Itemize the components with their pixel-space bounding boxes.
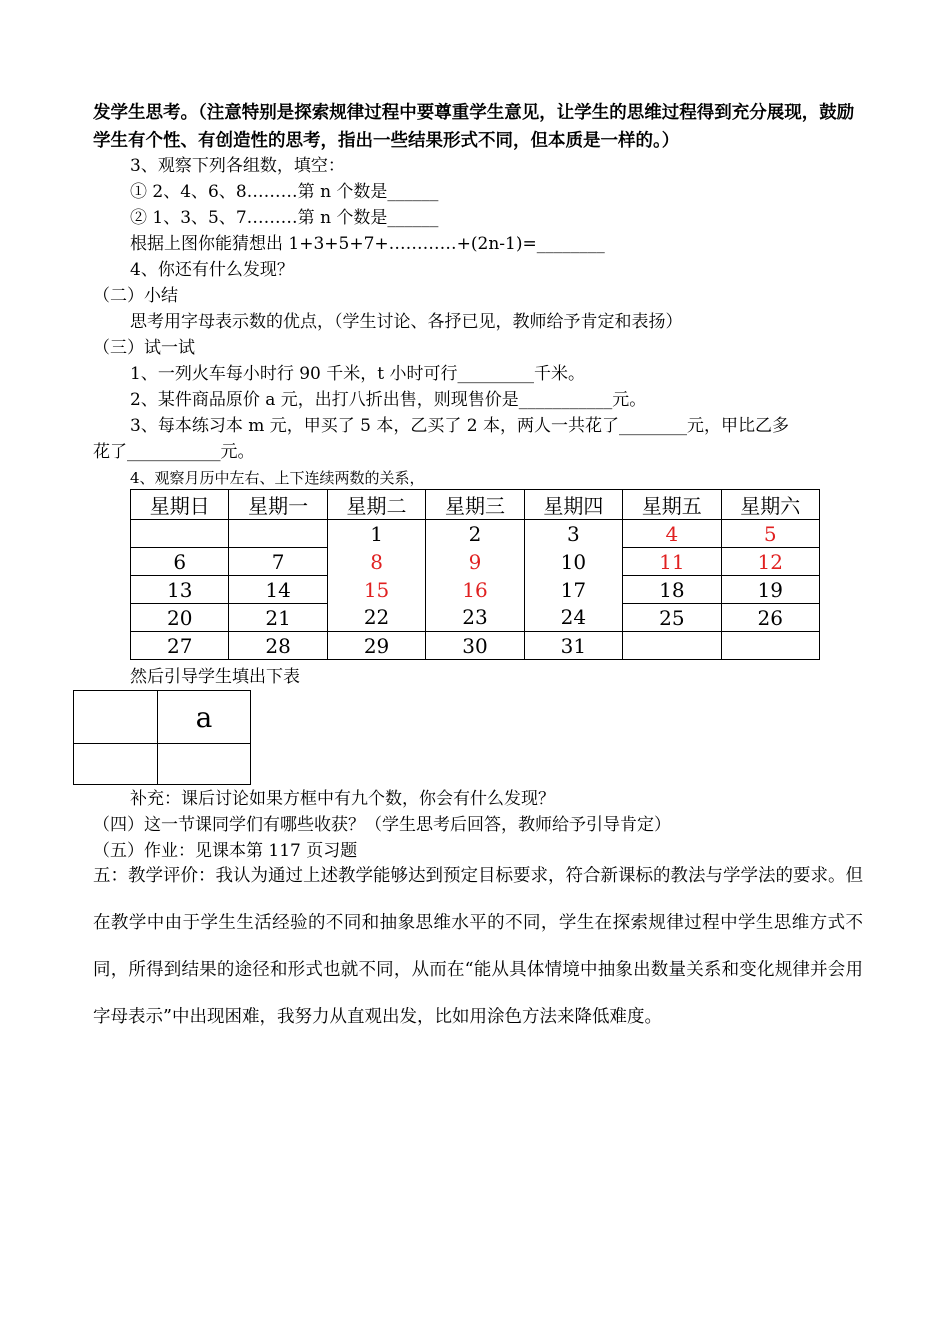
- sequence-even-line: ① 2、4、6、8………第 n 个数是______: [130, 182, 439, 202]
- calendar-table: [130, 489, 820, 660]
- fill-in-row: [74, 744, 251, 785]
- calendar-cell: 22: [327, 604, 425, 632]
- evaluation-paragraph: 五：教学评价：我认为通过上述教学能够达到预定目标要求，符合新课标的教法与学学法的要求。但在教学中由于学生生活经验的不同和抽象思维水平的不同，学生在探索规律过程中学生思维方式不同，所得到结果的途径和形式也就不同，从而在“能从具体情境中抽象出数量关系和变化规律并会用字母表示”中出现困难，我努力从直观出发，比如用涂色方法来降低难度。: [93, 866, 863, 1027]
- try-heading: （三）试一试: [93, 338, 195, 358]
- calendar-cell: [229, 520, 327, 548]
- weekday-header: 星期二: [327, 490, 425, 520]
- supplement-line: 补充：课后讨论如果方框中有九个数，你会有什么发现？: [130, 789, 555, 809]
- fill-in-row: [74, 691, 251, 744]
- calendar-cell: 14: [229, 576, 327, 604]
- calendar-cell: 26: [721, 604, 819, 632]
- exercise-4: 4、观察月历中左右、上下连续两数的关系，: [130, 469, 425, 487]
- calendar-cell: 2: [468, 521, 482, 546]
- calendar-cell: 23: [426, 604, 524, 632]
- calendar-cell: 10: [524, 548, 622, 576]
- fill-in-table: [73, 690, 251, 785]
- calendar-cell: 28: [229, 632, 327, 660]
- calendar-row: [131, 548, 820, 576]
- summary-text: 思考用字母表示数的优点，（学生讨论、各抒已见，教师给予肯定和表扬）: [130, 312, 683, 332]
- guess-sum-line: 根据上图你能猜想出 1+3+5+7+…………+(2n-1)=________: [130, 234, 605, 254]
- exercise-2: 2、某件商品原价 a 元，出打八折出售，则现售价是___________元。: [130, 390, 647, 410]
- summary-heading: （二）小结: [93, 286, 178, 306]
- observe-numbers-line: 3、观察下列各组数，填空：: [130, 156, 345, 176]
- fill-in-cell: [74, 691, 158, 744]
- harvest-line: （四）这一节课同学们有哪些收获？（学生思考后回答，教师给予引导肯定）: [93, 815, 671, 835]
- exercise-3-continued: 花了___________元。: [93, 442, 255, 462]
- weekday-header: 星期五: [623, 490, 721, 520]
- calendar-cell: 19: [721, 576, 819, 604]
- fill-in-cell: [158, 744, 251, 785]
- fill-in-cell-a: a: [158, 691, 251, 744]
- fill-in-cell: [74, 744, 158, 785]
- calendar-cell: 7: [229, 548, 327, 576]
- calendar-cell: 31: [524, 632, 622, 660]
- calendar-cell: 11: [623, 548, 721, 576]
- weekday-header: 星期一: [229, 490, 327, 520]
- calendar-cell: 5: [721, 520, 819, 548]
- calendar-cell: 6: [131, 548, 229, 576]
- other-findings-line: 4、你还有什么发现？: [130, 260, 294, 280]
- calendar-row: [131, 576, 820, 604]
- calendar-cell: [721, 632, 819, 660]
- calendar-cell: 9: [468, 549, 482, 574]
- calendar-cell: 17: [524, 576, 622, 604]
- calendar-cell: 18: [623, 576, 721, 604]
- calendar-cell: 29: [327, 632, 425, 660]
- calendar-cell: 21: [229, 604, 327, 632]
- calendar-cell: 27: [131, 632, 229, 660]
- exercise-3: 3、每本练习本 m 元，甲买了 5 本，乙买了 2 本，两人一共花了________元，甲比乙多: [130, 416, 789, 436]
- calendar-cell: 20: [131, 604, 229, 632]
- weekday-header: 星期六: [721, 490, 819, 520]
- calendar-cell: 3: [524, 520, 622, 548]
- calendar-cell: 4: [623, 520, 721, 548]
- fill-table-instruction: 然后引导学生填出下表: [130, 667, 300, 687]
- homework-line: （五）作业：见课本第 117 页习题: [93, 841, 358, 861]
- calendar-row: [131, 604, 820, 632]
- calendar-cell: 30: [426, 632, 524, 660]
- calendar-cell: 12: [721, 548, 819, 576]
- calendar-cell: 24: [524, 604, 622, 632]
- calendar-row: [131, 520, 820, 548]
- calendar-cell: 8: [327, 548, 425, 576]
- bold-intro-paragraph: 发学生思考。（注意特别是探索规律过程中要尊重学生意见，让学生的思维过程得到充分展现，鼓励学生有个性、有创造性的思考，指出一些结果形式不同，但本质是一样的。）: [93, 103, 855, 151]
- calendar-cell: 13: [131, 576, 229, 604]
- weekday-header: 星期四: [524, 490, 622, 520]
- weekday-header: 星期三: [426, 490, 524, 520]
- exercise-1: 1、一列火车每小时行 90 千米，t 小时可行_________千米。: [130, 364, 585, 384]
- calendar-cell: 16: [462, 577, 488, 602]
- weekday-header: 星期日: [131, 490, 229, 520]
- sequence-odd-line: ② 1、3、5、7………第 n 个数是______: [130, 208, 439, 228]
- calendar-cell: 25: [623, 604, 721, 632]
- calendar-cell: 15: [327, 576, 425, 604]
- calendar-header-row: [131, 490, 820, 520]
- calendar-cell: [131, 520, 229, 548]
- calendar-cell: [623, 632, 721, 660]
- calendar-cell: 1: [327, 520, 425, 548]
- calendar-row: [131, 632, 820, 660]
